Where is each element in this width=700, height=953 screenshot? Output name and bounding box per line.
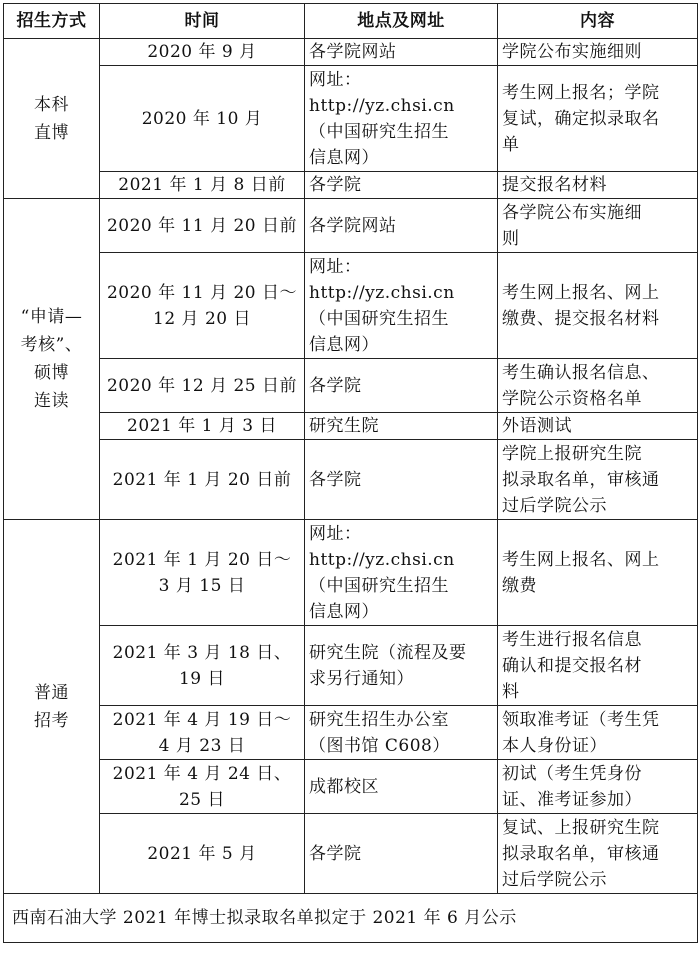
footer-row (4, 894, 698, 943)
place-cell: 各学院网站 (305, 199, 498, 253)
place-cell: 网址： http://yz.chsi.cn （中国研究生招生 信息网） (305, 520, 498, 626)
content-cell: 考生进行报名信息 确认和提交报名材 料 (498, 626, 698, 706)
content-cell: 考生网上报名、网上 缴费 (498, 520, 698, 626)
table-row (4, 359, 698, 413)
header-time: 时间 (100, 4, 305, 39)
content-cell: 考生确认报名信息、 学院公示资格名单 (498, 359, 698, 413)
table-row (4, 520, 698, 626)
table-row (4, 440, 698, 520)
place-cell: 研究生招生办公室 （图书馆 C608） (305, 706, 498, 760)
time-cell: 2020 年 12 月 25 日前 (100, 359, 305, 413)
place-cell: 成都校区 (305, 760, 498, 814)
category-cell: 本科 直博 (4, 39, 100, 199)
table-row (4, 760, 698, 814)
place-cell: 各学院网站 (305, 39, 498, 66)
table-row (4, 172, 698, 199)
content-cell: 考生网上报名、网上 缴费、提交报名材料 (498, 253, 698, 359)
header-place: 地点及网址 (305, 4, 498, 39)
time-cell: 2020 年 11 月 20 日前 (100, 199, 305, 253)
place-cell: 网址： http://yz.chsi.cn （中国研究生招生 信息网） (305, 66, 498, 172)
place-cell: 各学院 (305, 814, 498, 894)
content-cell: 学院上报研究生院 拟录取名单，审核通 过后学院公示 (498, 440, 698, 520)
place-cell: 研究生院（流程及要 求另行通知） (305, 626, 498, 706)
footer-note: 西南石油大学 2021 年博士拟录取名单拟定于 2021 年 6 月公示 (4, 894, 698, 943)
time-cell: 2021 年 1 月 20 日前 (100, 440, 305, 520)
content-cell: 复试、上报研究生院 拟录取名单，审核通 过后学院公示 (498, 814, 698, 894)
content-cell: 考生网上报名；学院 复试，确定拟录取名 单 (498, 66, 698, 172)
time-cell: 2020 年 9 月 (100, 39, 305, 66)
table-row (4, 199, 698, 253)
content-cell: 学院公布实施细则 (498, 39, 698, 66)
place-cell: 各学院 (305, 359, 498, 413)
content-cell: 初试（考生凭身份 证、准考证参加） (498, 760, 698, 814)
time-cell: 2021 年 3 月 18 日、 19 日 (100, 626, 305, 706)
table-row (4, 814, 698, 894)
table-header-row (4, 4, 698, 39)
time-cell: 2021 年 1 月 8 日前 (100, 172, 305, 199)
time-cell: 2020 年 11 月 20 日～ 12 月 20 日 (100, 253, 305, 359)
place-cell: 网址： http://yz.chsi.cn （中国研究生招生 信息网） (305, 253, 498, 359)
header-content: 内容 (498, 4, 698, 39)
time-cell: 2021 年 1 月 20 日～ 3 月 15 日 (100, 520, 305, 626)
table-row (4, 66, 698, 172)
content-cell: 各学院公布实施细 则 (498, 199, 698, 253)
time-cell: 2020 年 10 月 (100, 66, 305, 172)
time-cell: 2021 年 4 月 19 日～ 4 月 23 日 (100, 706, 305, 760)
admission-schedule-table (3, 3, 698, 943)
place-cell: 研究生院 (305, 413, 498, 440)
table-row (4, 39, 698, 66)
content-cell: 外语测试 (498, 413, 698, 440)
place-cell: 各学院 (305, 172, 498, 199)
table-row (4, 253, 698, 359)
table-row (4, 626, 698, 706)
time-cell: 2021 年 5 月 (100, 814, 305, 894)
content-cell: 领取准考证（考生凭 本人身份证） (498, 706, 698, 760)
time-cell: 2021 年 4 月 24 日、 25 日 (100, 760, 305, 814)
category-cell: “申请— 考核”、 硕博 连读 (4, 199, 100, 520)
content-cell: 提交报名材料 (498, 172, 698, 199)
table-row (4, 413, 698, 440)
place-cell: 各学院 (305, 440, 498, 520)
table-row (4, 706, 698, 760)
category-cell: 普通 招考 (4, 520, 100, 894)
header-method: 招生方式 (4, 4, 100, 39)
time-cell: 2021 年 1 月 3 日 (100, 413, 305, 440)
